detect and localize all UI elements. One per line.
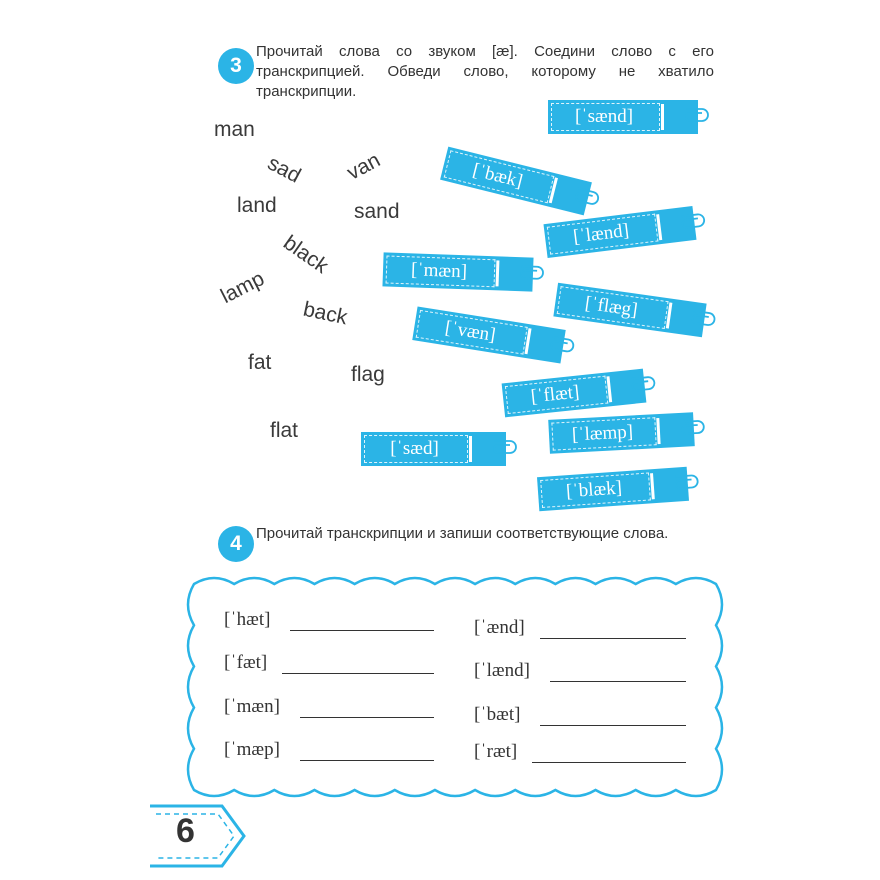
page-number-tab: [140, 800, 260, 880]
transcription-tag: [553, 283, 706, 338]
paper-clip-icon: [684, 103, 710, 131]
transcription-text: [ˈvæn]: [443, 317, 497, 346]
answer-transcription: [ˈænd]: [474, 617, 525, 638]
transcription-tag: [440, 147, 592, 216]
transcription-tag: [412, 306, 565, 363]
word-black: black: [279, 231, 333, 279]
task-3-number-badge: [218, 48, 254, 84]
transcription-text: [ˈflæt]: [529, 381, 581, 408]
paper-clip-icon: [518, 260, 545, 289]
task-4-number-badge: [218, 526, 254, 562]
word-man: man: [214, 118, 255, 141]
paper-clip-icon: [571, 182, 603, 215]
transcription-tag: [361, 432, 506, 466]
word-sad: sad: [263, 151, 305, 188]
transcription-text: [ˈmæn]: [410, 259, 468, 283]
transcription-text: [ˈlænd]: [572, 219, 631, 248]
tag-divider: [656, 418, 660, 444]
tag-divider: [650, 473, 655, 499]
paper-clip-icon: [679, 208, 708, 239]
answer-line[interactable]: [550, 681, 686, 682]
transcription-text: [ˈsæd]: [390, 438, 439, 459]
answer-transcription: [ˈhæt]: [224, 609, 271, 630]
answer-transcription: [ˈræt]: [474, 741, 518, 762]
answer-line[interactable]: [540, 638, 686, 639]
answer-line[interactable]: [282, 673, 434, 674]
transcription-text: [ˈbæk]: [470, 159, 525, 193]
answer-line[interactable]: [300, 760, 434, 761]
paper-clip-icon: [629, 370, 658, 401]
transcription-tag: [548, 412, 695, 454]
answer-transcription: [ˈmæn]: [224, 696, 280, 717]
word-lamp: lamp: [217, 266, 269, 309]
answer-line[interactable]: [540, 725, 686, 726]
transcription-tag: [537, 467, 689, 511]
word-flat: flat: [270, 419, 299, 442]
word-flag: flag: [351, 363, 385, 386]
paper-clip-icon: [688, 305, 718, 336]
answer-line[interactable]: [290, 630, 434, 631]
transcription-text: [ˈblæk]: [565, 477, 623, 503]
paper-clip-icon: [679, 415, 706, 444]
task-4-instructions: Прочитай транскрипции и запиши соответствующие слова.: [256, 525, 669, 542]
answer-line[interactable]: [532, 762, 686, 763]
transcription-tag: [502, 369, 647, 418]
answer-transcription: [ˈfæt]: [224, 652, 268, 673]
answer-transcription: [ˈlænd]: [474, 660, 530, 681]
word-fat: fat: [248, 351, 272, 374]
transcription-text: [ˈflæg]: [583, 292, 639, 321]
paper-clip-icon: [673, 469, 701, 499]
word-sand: sand: [354, 200, 400, 223]
paper-clip-icon: [492, 435, 518, 463]
task-3-number: 3: [230, 54, 242, 77]
transcription-text: [ˈsænd]: [574, 106, 634, 127]
transcription-tag: [548, 100, 698, 134]
page-number: 6: [176, 812, 195, 850]
answer-transcription: [ˈmæp]: [224, 739, 280, 760]
transcription-tag: [382, 252, 533, 291]
word-van: van: [343, 148, 385, 185]
transcription-text: [ˈlæmp]: [571, 421, 634, 446]
task-3-instructions: Прочитай слова со звуком [æ]. Соедини слово с его транскрипцией. Обведи слово, которому не хватило транскрипции.: [256, 43, 714, 100]
task-4-number: 4: [230, 532, 242, 555]
tag-divider: [496, 260, 500, 286]
paper-clip-icon: [547, 331, 577, 363]
word-land: land: [237, 194, 277, 217]
tag-divider: [469, 436, 472, 462]
tag-divider: [661, 104, 664, 130]
transcription-tag: [543, 206, 696, 258]
answer-line[interactable]: [300, 717, 434, 718]
word-back: back: [301, 297, 350, 330]
answer-transcription: [ˈbæt]: [474, 704, 521, 725]
